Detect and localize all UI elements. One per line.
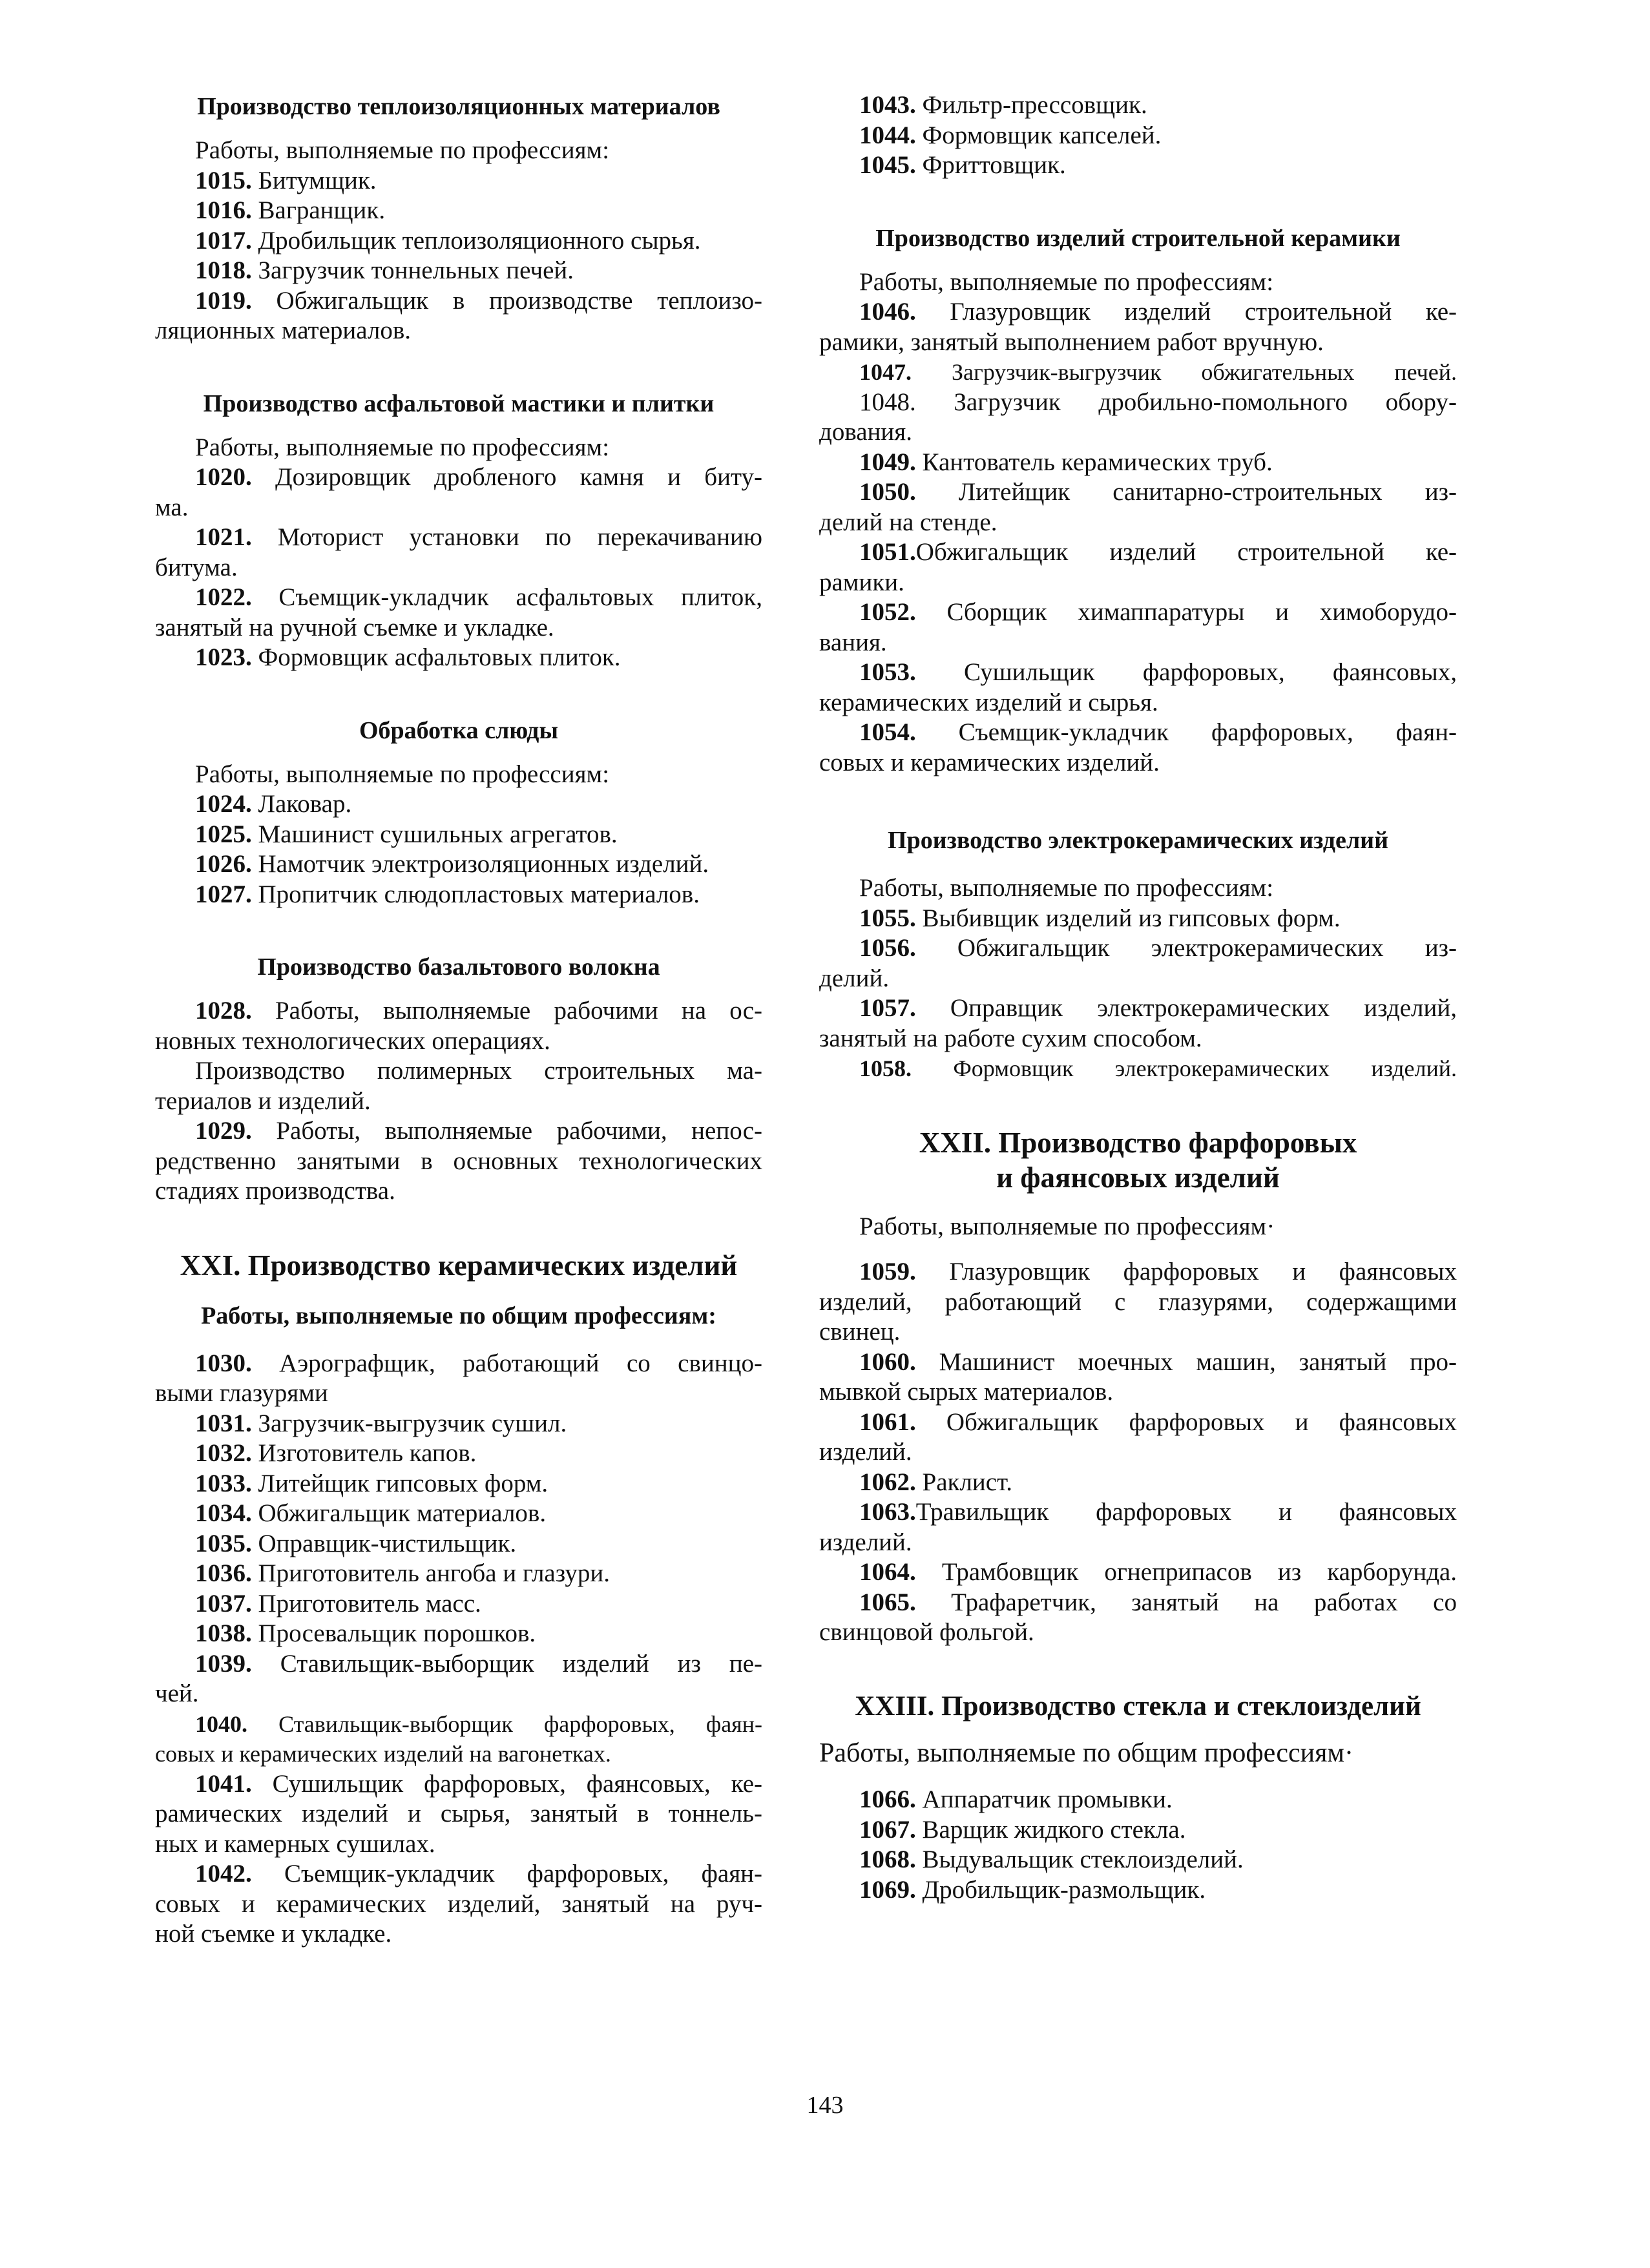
list-item: 1053. Сушильщик фарфоровых, фаянсовых, [859,658,1457,686]
section-heading: Производство теплоизоляционных материалов [197,93,720,120]
list-item: 1056. Обжигальщик электрокерамических из- [859,934,1457,962]
list-item: 1049. Кантователь керамических труб. [859,448,1273,476]
section-intro: Работы, выполняемые по профессиям: [195,136,610,164]
list-item: 1015. Битумщик. [195,166,377,194]
list-item: 1024. Лаковар. [195,790,352,818]
list-item-continuation: рамики, занятый выполнением работ вручную. [819,328,1324,356]
list-item: 1068. Выдувальщик стеклоизделий. [859,1846,1244,1873]
list-item-continuation: мывкой сырых материалов. [819,1378,1114,1406]
section-heading: Производство изделий строительной керамики [875,224,1401,252]
list-item-continuation: новных технологических операциях. [155,1026,550,1055]
list-item: 1064. Трамбовщик огнеприпасов из карборунда. [859,1558,1457,1586]
list-item: 1065. Трафаретчик, занятый на работах со [859,1588,1457,1616]
section-intro: Работы, выполняемые по общим профессиям· [819,1738,1353,1768]
list-item-continuation: керамических изделий и сырья. [819,688,1158,716]
list-item: 1032. Изготовитель капов. [195,1439,477,1467]
list-item: 1021. Моторист установки по перекачиванию [195,523,762,551]
list-item: 1044. Формовщик капселей. [859,121,1162,149]
list-item: 1054. Съемщик-укладчик фарфоровых, фаян- [859,718,1457,746]
right-column [819,90,1457,1905]
list-item-continuation: ляционных материалов. [155,317,412,344]
list-item-continuation: рамических изделий и сырья, занятый в тоннель- [155,1800,762,1827]
list-item: 1046. Глазуровщик изделий строительной ке- [859,298,1457,326]
list-item-continuation: ма. [155,493,189,521]
list-item: 1017. Дробильщик теплоизоляционного сырья. [195,226,701,255]
list-item-continuation: дования. [819,418,912,446]
list-item: 1019. Обжигальщик в производстве теплоизо- [195,286,762,315]
list-item: 1060. Машинист моечных машин, занятый про- [859,1347,1457,1376]
list-item: 1063.Травильщик фарфоровых и фаянсовых [859,1498,1457,1526]
list-item: 1018. Загрузчик тоннельных печей. [195,256,574,284]
chapter-heading: XXI. Производство керамических изделий [180,1249,738,1282]
list-item: 1020. Дозировщик дробленого камня и биту- [195,463,762,491]
list-item-continuation: совых и керамических изделий. [819,748,1160,776]
list-item: 1039. Ставильщик-выборщик изделий из пе- [195,1649,762,1678]
left-column [155,90,762,1950]
list-item: 1042. Съемщик-укладчик фарфоровых, фаян- [195,1860,762,1888]
list-item: 1028. Работы, выполняемые рабочими на ос- [195,997,762,1025]
list-item-continuation: битума. [155,553,238,581]
chapter-heading: XXIII. Производство стекла и стеклоизделий [855,1691,1421,1722]
list-item: 1061. Обжигальщик фарфоровых и фаянсовых [859,1408,1457,1436]
section-subheading: Работы, выполняемые по общим профессиям: [201,1302,716,1329]
list-item: 1043. Фильтр-прессовщик. [859,91,1147,119]
list-item: 1047. Загрузчик-выгрузчик обжигательных печей. [859,359,1457,385]
section-intro: Работы, выполняемые по профессиям: [859,267,1274,296]
list-item-continuation: чей. [155,1680,199,1707]
list-item: 1029. Работы, выполняемые рабочими, непос- [195,1117,762,1145]
list-item: 1052. Сборщик химаппаратуры и химоборудо- [859,598,1457,626]
list-item-continuation: делий. [819,964,890,992]
list-item-continuation: изделий, работающий с глазурями, содержащими [819,1287,1457,1316]
list-item: 1027. Пропитчик слюдопластовых материалов. [195,880,700,908]
list-item: 1034. Обжигальщик материалов. [195,1499,547,1527]
section-heading: Производство базальтового волокна [257,953,660,981]
list-item-continuation: ной съемке и укладке. [155,1920,392,1948]
list-item: 1016. Вагранщик. [195,196,386,224]
list-item-continuation: рамики. [819,568,904,596]
list-item-continuation: свинец. [819,1318,901,1346]
list-item: 1035. Оправщик-чистильщик. [195,1529,517,1557]
list-item: 1025. Машинист сушильных агрегатов. [195,820,618,848]
list-item-continuation: изделий. [819,1438,912,1466]
list-item: 1051.Обжигальщик изделий строительной ке- [859,538,1457,566]
list-item: 1058. Формовщик электрокерамических изделий. [859,1056,1457,1081]
list-item: 1030. Аэрографщик, работающий со свинцо- [195,1349,762,1377]
section-intro: Работы, выполняемые по профессиям: [195,760,610,788]
list-item: 1045. Фриттовщик. [859,151,1066,179]
list-item-continuation: занятый на работе сухим способом. [819,1024,1202,1052]
list-item: 1037. Приготовитель масс. [195,1589,481,1618]
list-item: 1057. Оправщик электрокерамических изделий, [859,994,1457,1022]
chapter-heading: и фаянсовых изделий [996,1161,1280,1194]
paragraph: Производство полимерных строительных ма- [195,1057,762,1085]
section-intro: Работы, выполняемые по профессиям: [195,433,610,461]
list-item-continuation: занятый на ручной съемке и укладке. [155,613,554,641]
section-heading: Обработка слюды [359,716,559,744]
list-item-continuation: ных и камерных сушилах. [155,1829,435,1858]
list-item: 1050. Литейщик санитарно-строительных из- [859,478,1457,506]
list-item: 1067. Варщик жидкого стекла. [859,1815,1186,1844]
list-item: 1069. Дробильщик-размольщик. [859,1875,1206,1904]
list-item: 1062. Раклист. [859,1468,1012,1496]
list-item: 1031. Загрузчик-выгрузчик сушил. [195,1409,567,1437]
list-item-continuation: стадиях производства. [155,1177,395,1205]
chapter-heading: XXII. Производство фарфоровых [919,1126,1357,1159]
list-item: 1022. Съемщик-укладчик асфальтовых плиток, [195,583,762,611]
list-item: 1048. Загрузчик дробильно-помольного обору- [859,388,1457,416]
list-item-continuation: вания. [819,628,887,656]
list-item-continuation: свинцовой фольгой. [819,1618,1034,1646]
section-heading: Производство электрокерамических изделий [888,827,1388,854]
list-item: 1023. Формовщик асфальтовых плиток. [195,643,621,671]
section-intro: Работы, выполняемые по профессиям· [859,1212,1275,1240]
list-item: 1055. Выбивщик изделий из гипсовых форм. [859,904,1341,932]
list-item: 1040. Ставильщик-выборщик фарфоровых, фаян- [195,1711,762,1737]
list-item-continuation: редственно занятыми в основных технологических [155,1147,762,1175]
list-item-continuation: совых и керамических изделий, занятый на руч- [155,1889,762,1918]
list-item: 1036. Приготовитель ангоба и глазури. [195,1559,610,1587]
list-item: 1059. Глазуровщик фарфоровых и фаянсовых [859,1258,1457,1285]
list-item-continuation: совых и керамических изделий на вагонетках. [155,1741,611,1767]
paragraph-continuation: териалов и изделий. [155,1087,371,1115]
page-number: 143 [806,2092,844,2119]
list-item-continuation: делий на стенде. [819,508,997,536]
list-item: 1066. Аппаратчик промывки. [859,1785,1173,1813]
list-item-continuation: выми глазурями [155,1379,328,1407]
list-item: 1026. Намотчик электроизоляционных изделий. [195,850,709,878]
section-intro: Работы, выполняемые по профессиям: [859,874,1274,902]
list-item: 1033. Литейщик гипсовых форм. [195,1469,548,1497]
list-item: 1038. Просевальщик порошков. [195,1619,536,1647]
list-item: 1041. Сушильщик фарфоровых, фаянсовых, ке- [195,1769,762,1798]
section-heading: Производство асфальтовой мастики и плитки [203,390,715,417]
list-item-continuation: изделий. [819,1528,912,1556]
